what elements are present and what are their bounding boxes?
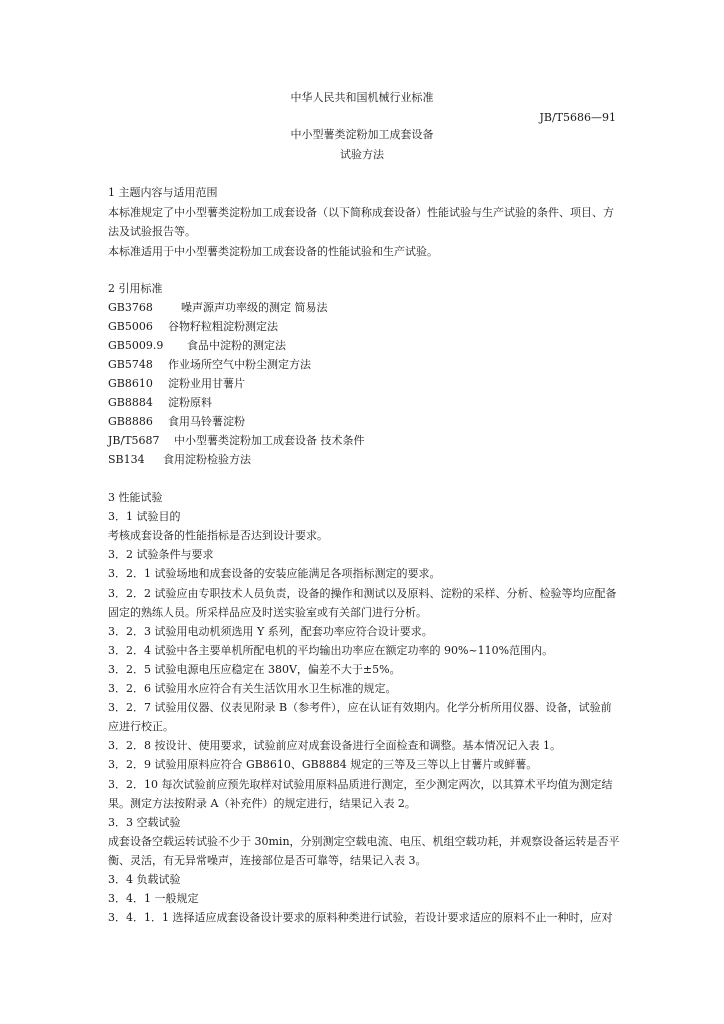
document-subtitle: 试验方法 xyxy=(340,148,384,161)
reference-title: 噪声源声功率级的测定 简易法 xyxy=(181,301,328,314)
clause-line: 3．4．1．1 选择适应成套设备设计要求的原料种类进行试验，若设计要求适应的原料不止一种时，应对 xyxy=(108,911,613,924)
reference-code: GB3768 xyxy=(108,301,153,314)
reference-item xyxy=(108,431,365,451)
subsection-heading: 3．4．1 一般规定 xyxy=(108,892,199,905)
paragraph-line: 本标准规定了中小型薯类淀粉加工成套设备（以下简称成套设备）性能试验与生产试验的条件、项目、方 xyxy=(108,206,614,219)
clause-line: 3．2．1 试验场地和成套设备的安装应能满足各项指标测定的要求。 xyxy=(108,567,441,580)
paragraph-line: 成套设备空载运转试验不少于 30min，分别测定空载电流、电压、机组空载功耗，并观察设备运转是否平 xyxy=(108,835,620,848)
clause-line: 3．2．4 试验中各主要单机所配电机的平均输出功率应在额定功率的 90%~110%范围内。 xyxy=(108,644,554,657)
clause-line: 3．2．5 试验电源电压应稳定在 380V，偏差不大于±5%。 xyxy=(108,663,401,676)
reference-code: GB5006 xyxy=(108,320,153,333)
reference-title: 食用马铃薯淀粉 xyxy=(168,415,245,428)
reference-title: 淀粉业用甘薯片 xyxy=(168,377,245,390)
clause-line: 固定的熟练人员。所采样品应及时送实验室或有关部门进行分析。 xyxy=(108,606,427,619)
reference-code: JB/T5687 xyxy=(108,434,160,447)
paragraph-line: 本标准适用于中小型薯类淀粉加工成套设备的性能试验和生产试验。 xyxy=(108,245,438,258)
reference-item xyxy=(108,298,328,318)
section-2-heading: 2 引用标准 xyxy=(108,282,163,295)
clause-line: 3．2．6 试验用水应符合有关生活饮用水卫生标准的规定。 xyxy=(108,682,397,695)
subsection-heading: 3．3 空载试验 xyxy=(108,816,181,829)
reference-code: GB8610 xyxy=(108,377,153,390)
reference-item xyxy=(108,412,245,432)
paragraph-line: 法及试验报告等。 xyxy=(108,225,196,238)
reference-title: 谷物籽粒粗淀粉测定法 xyxy=(168,320,278,333)
clause-line: 3．2．7 试验用仪器、仪表见附录 B（参考件），应在认证有效期内。化学分析所用仪器、设备，试验前 xyxy=(108,701,612,714)
reference-code: SB134 xyxy=(108,453,145,466)
clause-line: 3．2．3 试验用电动机须选用 Y 系列，配套功率应符合设计要求。 xyxy=(108,625,433,638)
document-title: 中小型薯类淀粉加工成套设备 xyxy=(290,128,434,141)
standard-org: 中华人民共和国机械行业标准 xyxy=(290,91,434,104)
reference-title: 中小型薯类淀粉加工成套设备 技术条件 xyxy=(174,434,365,447)
clause-line: 3．2．10 每次试验前应预先取样对试验用原料品质进行测定，至少测定两次，以其算术平均值为测定结 xyxy=(108,778,613,791)
subsection-heading: 3．4 负载试验 xyxy=(108,873,181,886)
reference-code: GB8886 xyxy=(108,415,153,428)
clause-line: 应进行校正。 xyxy=(108,720,174,733)
paragraph-line: 考核成套设备的性能指标是否达到设计要求。 xyxy=(108,529,328,542)
section-1-heading: 1 主题内容与适用范围 xyxy=(108,186,218,199)
reference-item xyxy=(108,393,212,413)
subsection-heading: 3．1 试验目的 xyxy=(108,510,181,523)
reference-code: GB5748 xyxy=(108,358,153,371)
clause-line: 3．2．8 按设计、使用要求，试验前应对成套设备进行全面检查和调整。基本情况记入表 1。 xyxy=(108,739,561,752)
reference-code: GB8884 xyxy=(108,396,153,409)
reference-item xyxy=(108,336,286,356)
reference-title: 食用淀粉检验方法 xyxy=(163,453,251,466)
reference-item xyxy=(108,450,251,470)
section-3-heading: 3 性能试验 xyxy=(108,491,163,504)
reference-item xyxy=(108,317,278,337)
paragraph-line: 衡、灵活，有无异常噪声，连接部位是否可靠等，结果记入表 3。 xyxy=(108,854,427,867)
reference-title: 淀粉原料 xyxy=(168,396,212,409)
reference-code: GB5009.9 xyxy=(108,339,164,352)
clause-line: 3．2．9 试验用原料应符合 GB8610、GB8884 规定的三等及三等以上甘薯片或鲜薯。 xyxy=(108,758,538,771)
reference-item xyxy=(108,374,245,394)
reference-title: 作业场所空气中粉尘测定方法 xyxy=(168,358,311,371)
subsection-heading: 3．2 试验条件与要求 xyxy=(108,548,214,561)
standard-code: JB/T5686—91 xyxy=(539,111,616,124)
clause-line: 果。测定方法按附录 A（补充件）的规定进行，结果记入表 2。 xyxy=(108,797,416,810)
reference-title: 食品中淀粉的测定法 xyxy=(187,339,286,352)
reference-item xyxy=(108,355,311,375)
clause-line: 3．2．2 试验应由专职技术人员负责，设备的操作和测试以及原料、淀粉的采样、分析、检验等均应配备 xyxy=(108,587,617,600)
